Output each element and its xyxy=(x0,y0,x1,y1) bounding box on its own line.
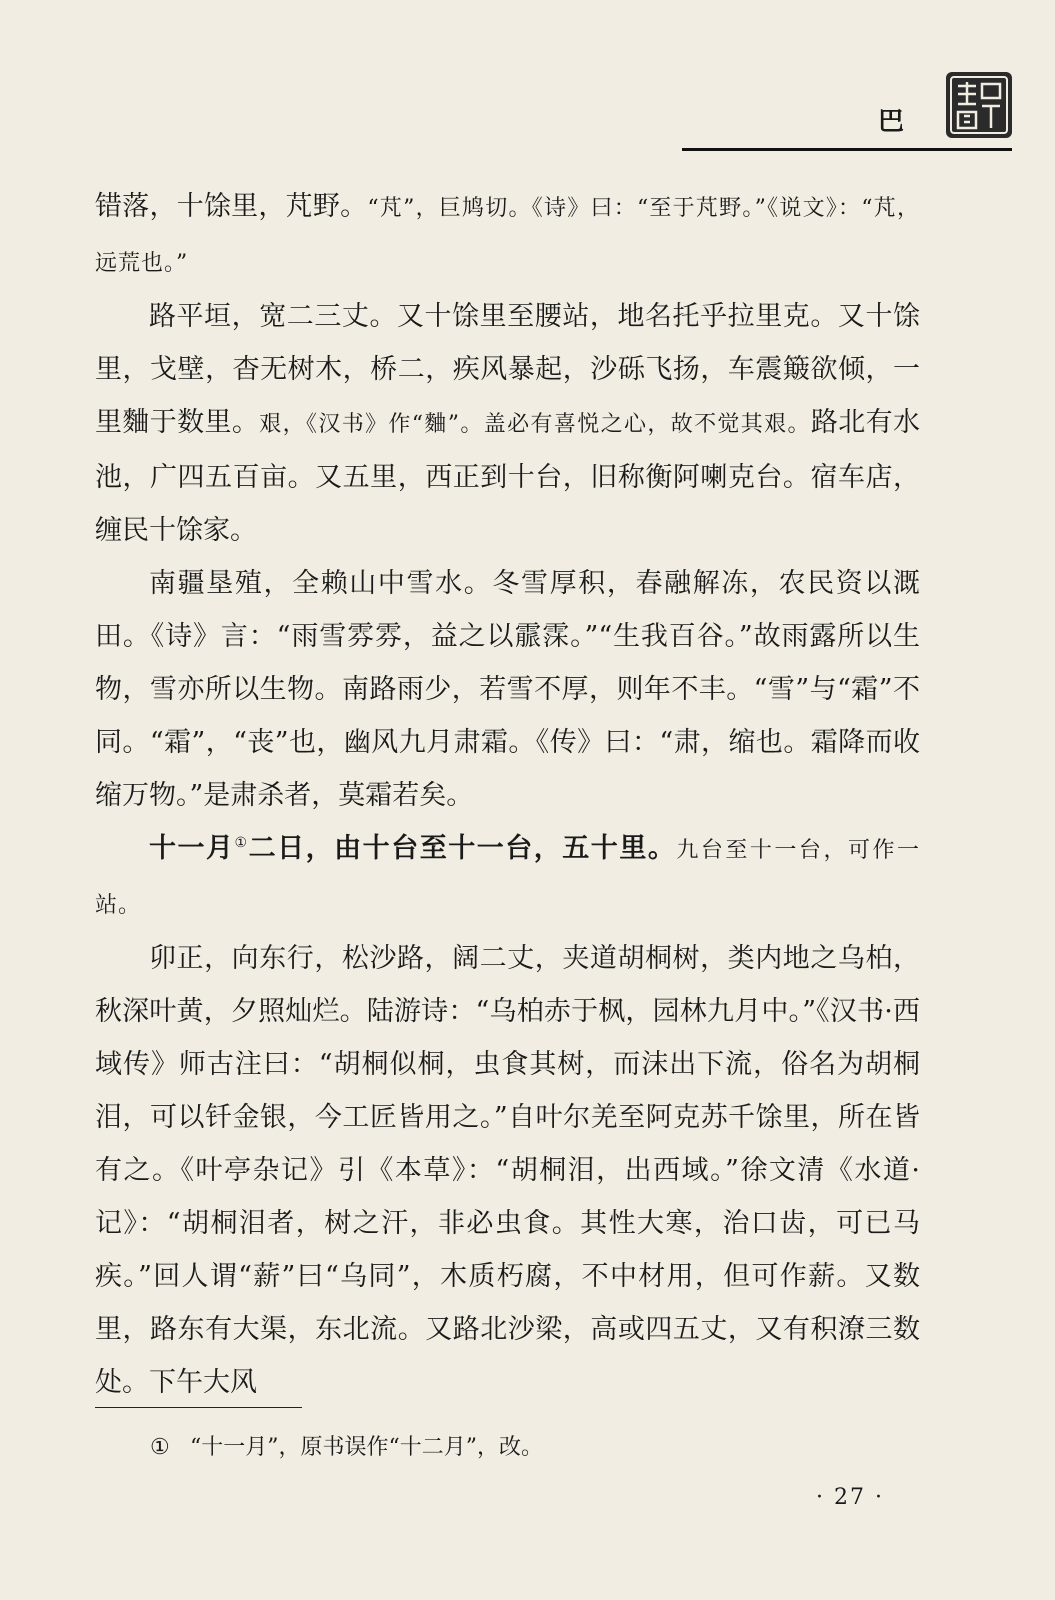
body-text: 二日，由十台至十一台，五十里。 xyxy=(248,833,677,864)
body-text: 卯正，向东行，松沙路，阔二丈，夹道胡桐树，类内地之乌柏，秋深叶黄，夕照灿烂。陆游诗：“乌柏赤于枫，园林九月中。”《汉书·西域传》师古注曰：“胡桐似桐，虫食其树，而沫出下流，俗名为胡桐泪，可以钎金银，今工匠皆用之。”自叶尔羌至阿克苏千馀里，所在皆有之。《叶亭杂记》引《本草》：“胡桐泪，出西域。”徐文清《水道·记》：“胡桐泪者，树之汗，非必虫食。其性大寒，治口齿，可已马疾。”回人谓“薪”曰“乌同”，木质朽腐，不中材用，但可作薪。又数里，路东有大渠，东北流。又路北沙梁，高或四五丈，又有积潦三数处。下午大风 xyxy=(95,943,920,1398)
annotation-text: “芃”，巨鸠切。《诗》曰：“至于芃野。”《说文》：“芃，远荒也。” xyxy=(95,196,920,276)
paragraph xyxy=(95,290,920,557)
footnote-rule xyxy=(95,1407,302,1408)
footnote xyxy=(150,1433,543,1463)
annotation-text: 九台至十一台，可作一站。 xyxy=(95,838,920,918)
page-number: · 27 · xyxy=(816,1485,884,1510)
running-header-chapter: 巴 xyxy=(878,107,905,137)
annotation-text: 艰，《汉书》作“麯”。盖必有喜悦之心，故不觉其艰。 xyxy=(259,412,811,437)
paragraph xyxy=(95,180,920,290)
footnote-text: “十一月”，原书误作“十二月”，改。 xyxy=(190,1435,543,1460)
body-text: 错落，十馀里，芃野。 xyxy=(95,191,368,222)
paragraph xyxy=(95,557,920,822)
body-text: 南疆垦殖，全赖山中雪水。冬雪厚积，春融解冻，农民资以溉田。《诗》言：“雨雪雰雰，益之以霢霂。”“生我百谷。”故雨露所以生物，雪亦所以生物。南路雨少，若雪不厚，则年不丰。“雪”与“霜”不同。“霜”，“丧”也，幽风九月肃霜。《传》曰：“肃，缩也。霜降而收缩万物。”是肃杀者，莫霜若矣。 xyxy=(95,568,920,811)
header-rule xyxy=(682,148,1012,151)
main-text xyxy=(95,180,920,1409)
seal-stamp-logo xyxy=(944,70,1014,140)
body-text: 路北有水池，广四五百亩。又五里，西正到十台，旧称衡阿喇克台。宿车店，缠民十馀家。 xyxy=(95,407,921,546)
paragraph xyxy=(95,822,920,932)
body-text: 十一月 xyxy=(149,833,235,864)
body-text: 路平垣，宽二三丈。又十馀里至腰站，地名托乎拉里克。又十馀里，戈壁，杳无树木，桥二，疾风暴起，沙砾飞扬，车震簸欲倾，一里麯于数里。 xyxy=(95,301,920,438)
footnote-mark: ① xyxy=(150,1435,170,1460)
footnote-ref: ① xyxy=(234,835,249,851)
paragraph xyxy=(95,932,920,1409)
